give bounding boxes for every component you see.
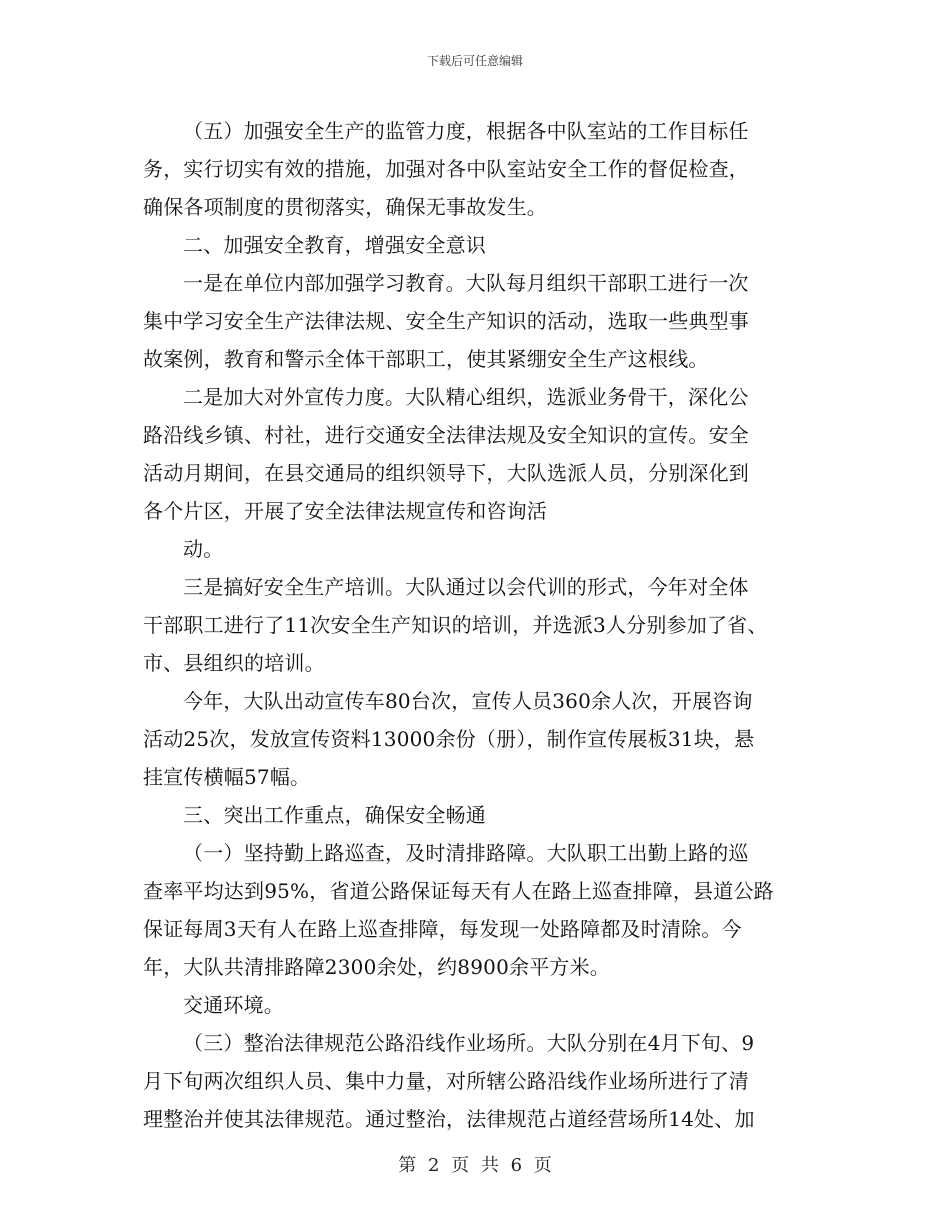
text-line: 查率平均达到95%，省道公路保证每天有人在路上巡查排障，县道公路: [143, 879, 774, 903]
text-line: 市、县组织的培训。: [143, 651, 325, 675]
document-body: [143, 112, 811, 1138]
text-line: 各个片区，开展了安全法律法规宣传和咨询活: [143, 499, 547, 523]
text-line: 干部职工进行了11次安全生产知识的培训，并选派3人分别参加了省、: [143, 613, 768, 637]
text-line: 活动25次，发放宣传资料13000余份（册），制作宣传展板31块，悬: [143, 727, 755, 751]
page-header: 下载后可任意编辑: [426, 54, 523, 68]
text-line: 今年，大队出动宣传车80台次，宣传人员360余人次，开展咨询: [183, 689, 753, 713]
text-line: （一）坚持勤上路巡查，及时清排路障。大队职工出勤上路的巡: [183, 841, 749, 865]
text-line: 一是在单位内部加强学习教育。大队每月组织干部职工进行一次: [183, 271, 749, 295]
text-line: （三）整治法律规范公路沿线作业场所。大队分别在4月下旬、9: [183, 1031, 755, 1055]
text-line: （五）加强安全生产的监管力度，根据各中队室站的工作目标任: [183, 119, 749, 143]
text-line: 三是搞好安全生产培训。大队通过以会代训的形式，今年对全体: [183, 575, 749, 599]
text-line: 年，大队共清排路障2300余处，约8900余平方米。: [143, 955, 610, 979]
page-footer: 第 2 页 共 6 页: [398, 1155, 552, 1176]
text-line: 保证每周3天有人在路上巡查排障，每发现一处路障都及时清除。今: [143, 917, 742, 941]
text-line: 交通环境。: [183, 993, 284, 1017]
text-line: 动。: [183, 537, 224, 561]
text-line: 确保各项制度的贯彻落实，确保无事故发生。: [143, 195, 547, 219]
text-line: 集中学习安全生产法律法规、安全生产知识的活动，选取一些典型事: [143, 309, 749, 333]
text-line: 路沿线乡镇、村社，进行交通安全法律法规及安全知识的宣传。安全: [143, 423, 749, 447]
section-heading: 三、突出工作重点，确保安全畅通: [183, 803, 486, 827]
text-line: 故案例，教育和警示全体干部职工，使其紧绷安全生产这根线。: [143, 347, 709, 371]
text-line: 理整治并使其法律规范。通过整治，法律规范占道经营场所14处、加: [143, 1107, 755, 1131]
text-line: 务，实行切实有效的措施，加强对各中队室站安全工作的督促检查，: [143, 157, 749, 181]
section-heading: 二、加强安全教育，增强安全意识: [183, 233, 486, 257]
text-line: 活动月期间，在县交通局的组织领导下，大队选派人员，分别深化到: [143, 461, 749, 485]
text-line: 二是加大对外宣传力度。大队精心组织，选派业务骨干，深化公: [183, 385, 749, 409]
text-line: 月下旬两次组织人员、集中力量，对所辖公路沿线作业场所进行了清: [143, 1069, 749, 1093]
text-line: 挂宣传横幅57幅。: [143, 765, 311, 789]
